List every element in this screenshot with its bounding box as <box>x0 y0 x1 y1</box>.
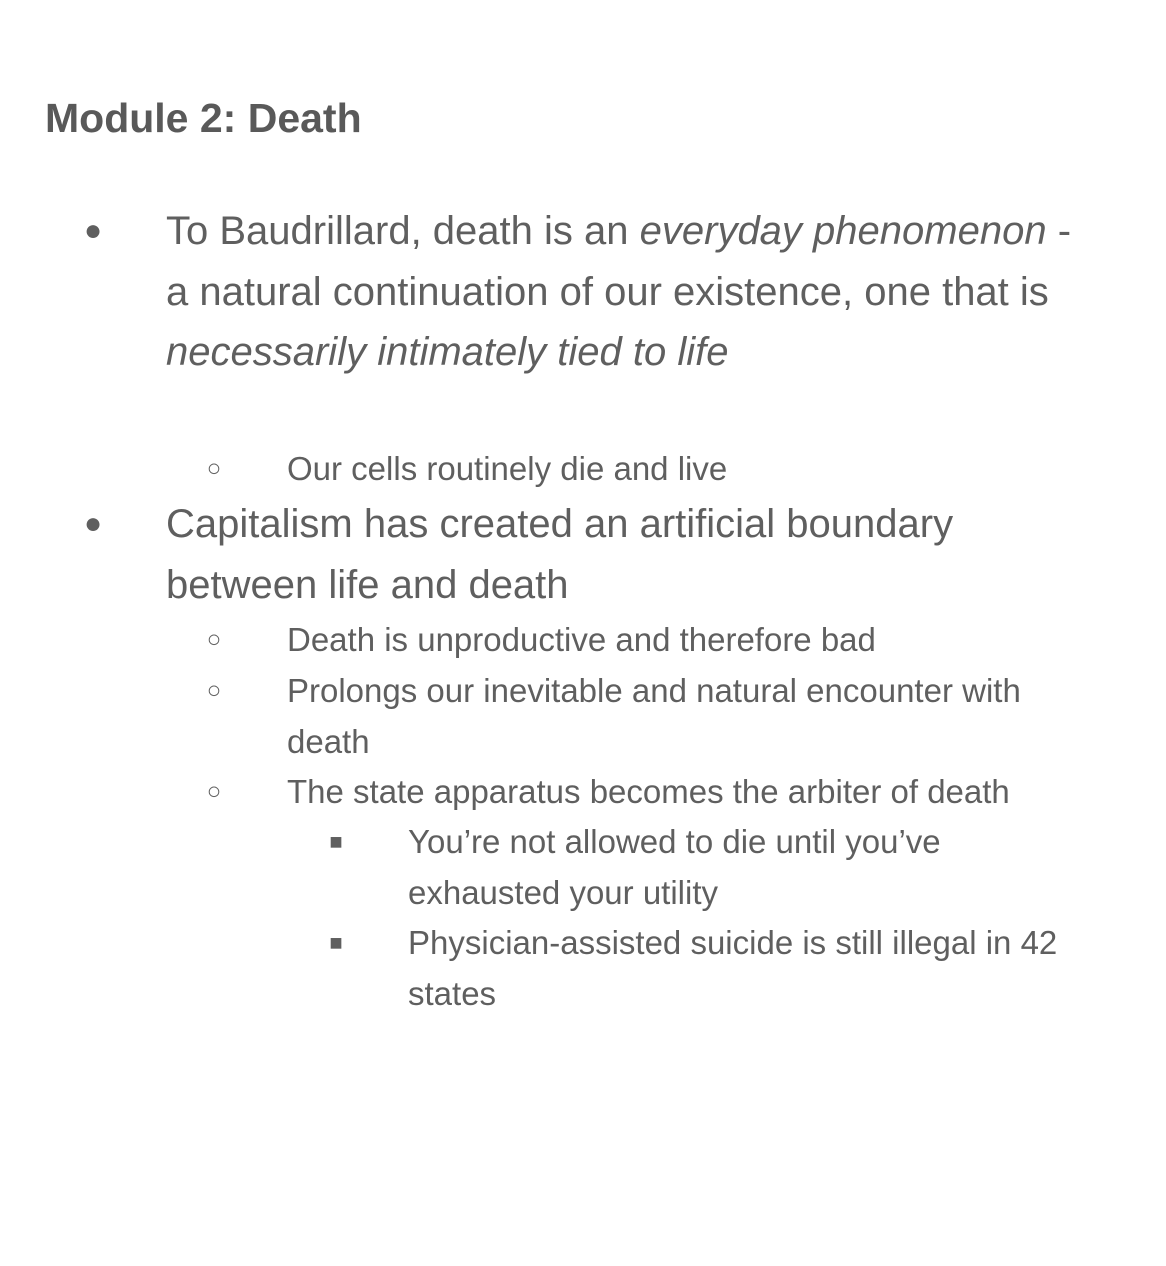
list-item <box>206 767 1157 818</box>
list-item-text: Physician-assisted suicide is still illegal in 42 states <box>408 924 1058 1012</box>
list-item-text: Prolongs our inevitable and natural encounter with death <box>287 672 1021 760</box>
list-item <box>206 615 1117 666</box>
text-run: - a natural continuation of our existence, one that is <box>166 209 1072 314</box>
list-item-text: Our cells routinely die and live <box>287 450 728 487</box>
text-run-italic: necessarily intimately tied to life <box>166 330 729 374</box>
list-item-text: You’re not allowed to die until you’ve exhausted your utility <box>408 823 941 911</box>
list-item-text: Capitalism has created an artificial boundary between life and death <box>166 502 954 607</box>
list-item <box>83 494 1066 615</box>
filled-circle-bullet-icon: ● <box>83 507 103 540</box>
hollow-circle-bullet-icon: ○ <box>206 626 222 653</box>
text-run: To Baudrillard, death is an <box>166 209 640 253</box>
hollow-circle-bullet-icon: ○ <box>206 677 222 704</box>
filled-square-bullet-icon: ■ <box>329 829 343 854</box>
list-item-text: The state apparatus becomes the arbiter of death <box>287 773 1010 810</box>
hollow-circle-bullet-icon: ○ <box>206 455 222 482</box>
list-item <box>329 817 1048 918</box>
list-item-text: Death is unproductive and therefore bad <box>287 621 876 658</box>
list-item <box>206 444 1107 495</box>
slide-title: Module 2: Death <box>45 95 362 141</box>
hollow-circle-bullet-icon: ○ <box>206 778 222 805</box>
filled-square-bullet-icon: ■ <box>329 930 343 955</box>
list-item <box>206 666 1067 767</box>
filled-circle-bullet-icon: ● <box>83 214 103 247</box>
list-item-text <box>166 201 1096 383</box>
text-run-italic: everyday phenomenon <box>639 209 1047 253</box>
list-item <box>329 918 1118 1019</box>
list-item <box>83 201 1096 383</box>
